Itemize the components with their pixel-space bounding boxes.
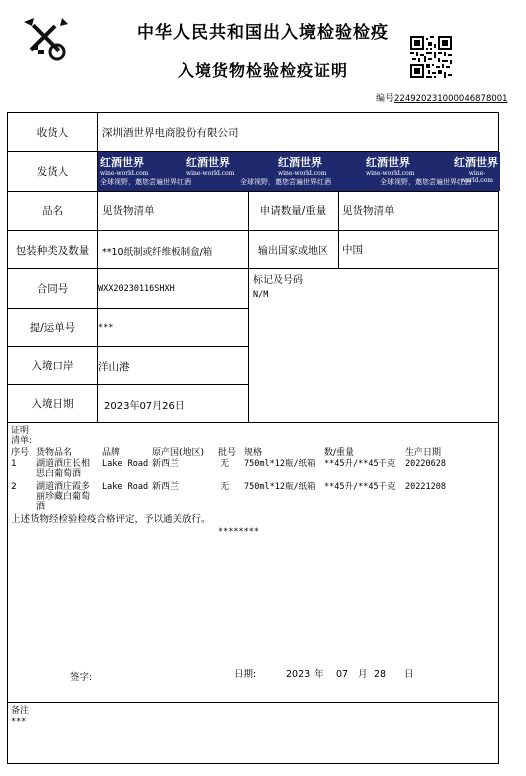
col-header-origin: 原产国(地区)	[152, 448, 205, 458]
serial-label: 编号	[376, 94, 395, 104]
item-no: 1	[11, 459, 17, 469]
banner-slogan: 全球视野，邀您尝遍世界红酒	[380, 178, 471, 186]
qty-label: 申请数量/重量	[259, 205, 327, 217]
item-no: 2	[11, 482, 17, 492]
item-qty: **45升/**45千克	[324, 459, 396, 469]
item-brand: Lake Road	[102, 459, 149, 469]
packing-value: **10纸制或纤维板制盒/箱	[102, 247, 213, 258]
item-spec: 750ml*12瓶/纸箱	[244, 459, 316, 469]
item-name-line: 湖道酒庄长相	[36, 459, 91, 469]
col-header-brand: 品牌	[102, 448, 121, 458]
day-char: 日	[404, 669, 414, 680]
clearance-statement: 上述货物经检验检疫合格评定，予以通关放行。	[11, 514, 211, 525]
banner-logo: 红酒世界 wine-world.com	[366, 156, 415, 177]
port-value: 洋山港	[98, 361, 130, 373]
col-header-spec: 规格	[244, 448, 263, 458]
banner-slogan: 全球视野，邀您尝遍世界红酒	[100, 178, 191, 186]
serial-value: 224920231000046878001	[394, 94, 508, 104]
banner-slogan: 全球视野，邀您尝遍世界红酒	[240, 178, 331, 186]
col-header-lot: 批号	[218, 448, 237, 458]
bl-label: 提/运单号	[29, 322, 76, 334]
marks-value: N/M	[253, 290, 269, 300]
banner-logo: 红酒世界 wine-world.com	[100, 156, 149, 177]
remarks-value: ***	[11, 717, 27, 727]
consignee-value: 深圳酒世界电商股份有限公司	[102, 127, 239, 139]
serial-number	[376, 91, 508, 104]
contract-value: WXX20230116SHXH	[98, 284, 175, 294]
month-char: 月	[358, 669, 368, 680]
wine-world-banner	[98, 152, 500, 191]
signature-label: 签字:	[70, 672, 93, 683]
year-char: 年	[314, 669, 324, 680]
document-title: 中华人民共和国出入境检验检疫	[137, 23, 389, 43]
consignor-label: 发货人	[36, 166, 69, 178]
banner-logo: 红酒世界 wine-world.com	[278, 156, 327, 177]
item-qty: **45升/**45千克	[324, 482, 396, 492]
col-header-date: 生产日期	[405, 448, 442, 458]
document-subtitle: 入境货物检验检疫证明	[177, 61, 348, 80]
item-date: 20221208	[405, 482, 446, 492]
consignee-label: 收货人	[36, 127, 69, 139]
item-name-line: 酒	[36, 502, 46, 512]
product-label: 品名	[42, 205, 63, 217]
sign-date-label: 日期:	[234, 669, 257, 680]
item-name-line: 思白葡萄酒	[36, 469, 82, 479]
sign-month: 07	[336, 669, 349, 680]
col-header-qty: 数/重量	[324, 448, 355, 458]
stars-line: ********	[218, 527, 259, 537]
col-header-no: 序号	[11, 448, 30, 458]
product-value: 见货物清单	[102, 205, 155, 217]
certificate-title: 证明	[11, 426, 30, 436]
item-origin: 新西兰	[152, 482, 180, 492]
sign-day: 28	[374, 669, 387, 680]
col-header-name: 货物品名	[36, 448, 73, 458]
item-brand: Lake Road	[102, 482, 149, 492]
certificate-table	[7, 112, 499, 764]
item-lot: 无	[220, 459, 230, 469]
item-name-line: 丽珍藏白葡萄	[36, 492, 91, 502]
origin-country-label: 输出国家或地区	[258, 246, 328, 257]
list-label: 清单:	[11, 436, 33, 446]
item-origin: 新西兰	[152, 459, 180, 469]
port-label: 入境口岸	[31, 360, 74, 372]
bl-value: ***	[98, 323, 114, 333]
banner-logo: 红酒世界 wine-world.com	[454, 156, 498, 184]
entry-date-value: 2023年07月26日	[104, 401, 185, 412]
item-date: 20220628	[405, 459, 446, 469]
qty-value: 见货物清单	[342, 205, 395, 217]
origin-country-value: 中国	[342, 244, 363, 256]
item-spec: 750ml*12瓶/纸箱	[244, 482, 316, 492]
marks-label: 标记及号码	[253, 275, 303, 286]
qr-code-icon	[410, 36, 452, 78]
contract-label: 合同号	[36, 283, 69, 295]
banner-logo: 红酒世界 wine-world.com	[186, 156, 235, 177]
packing-label: 包装种类及数量	[15, 245, 90, 257]
item-name-line: 湖道酒庄霞多	[36, 482, 91, 492]
remarks-label: 备注	[11, 706, 30, 716]
sign-year: 2023	[286, 669, 311, 680]
item-lot: 无	[220, 482, 230, 492]
entry-date-label: 入境日期	[31, 398, 74, 410]
